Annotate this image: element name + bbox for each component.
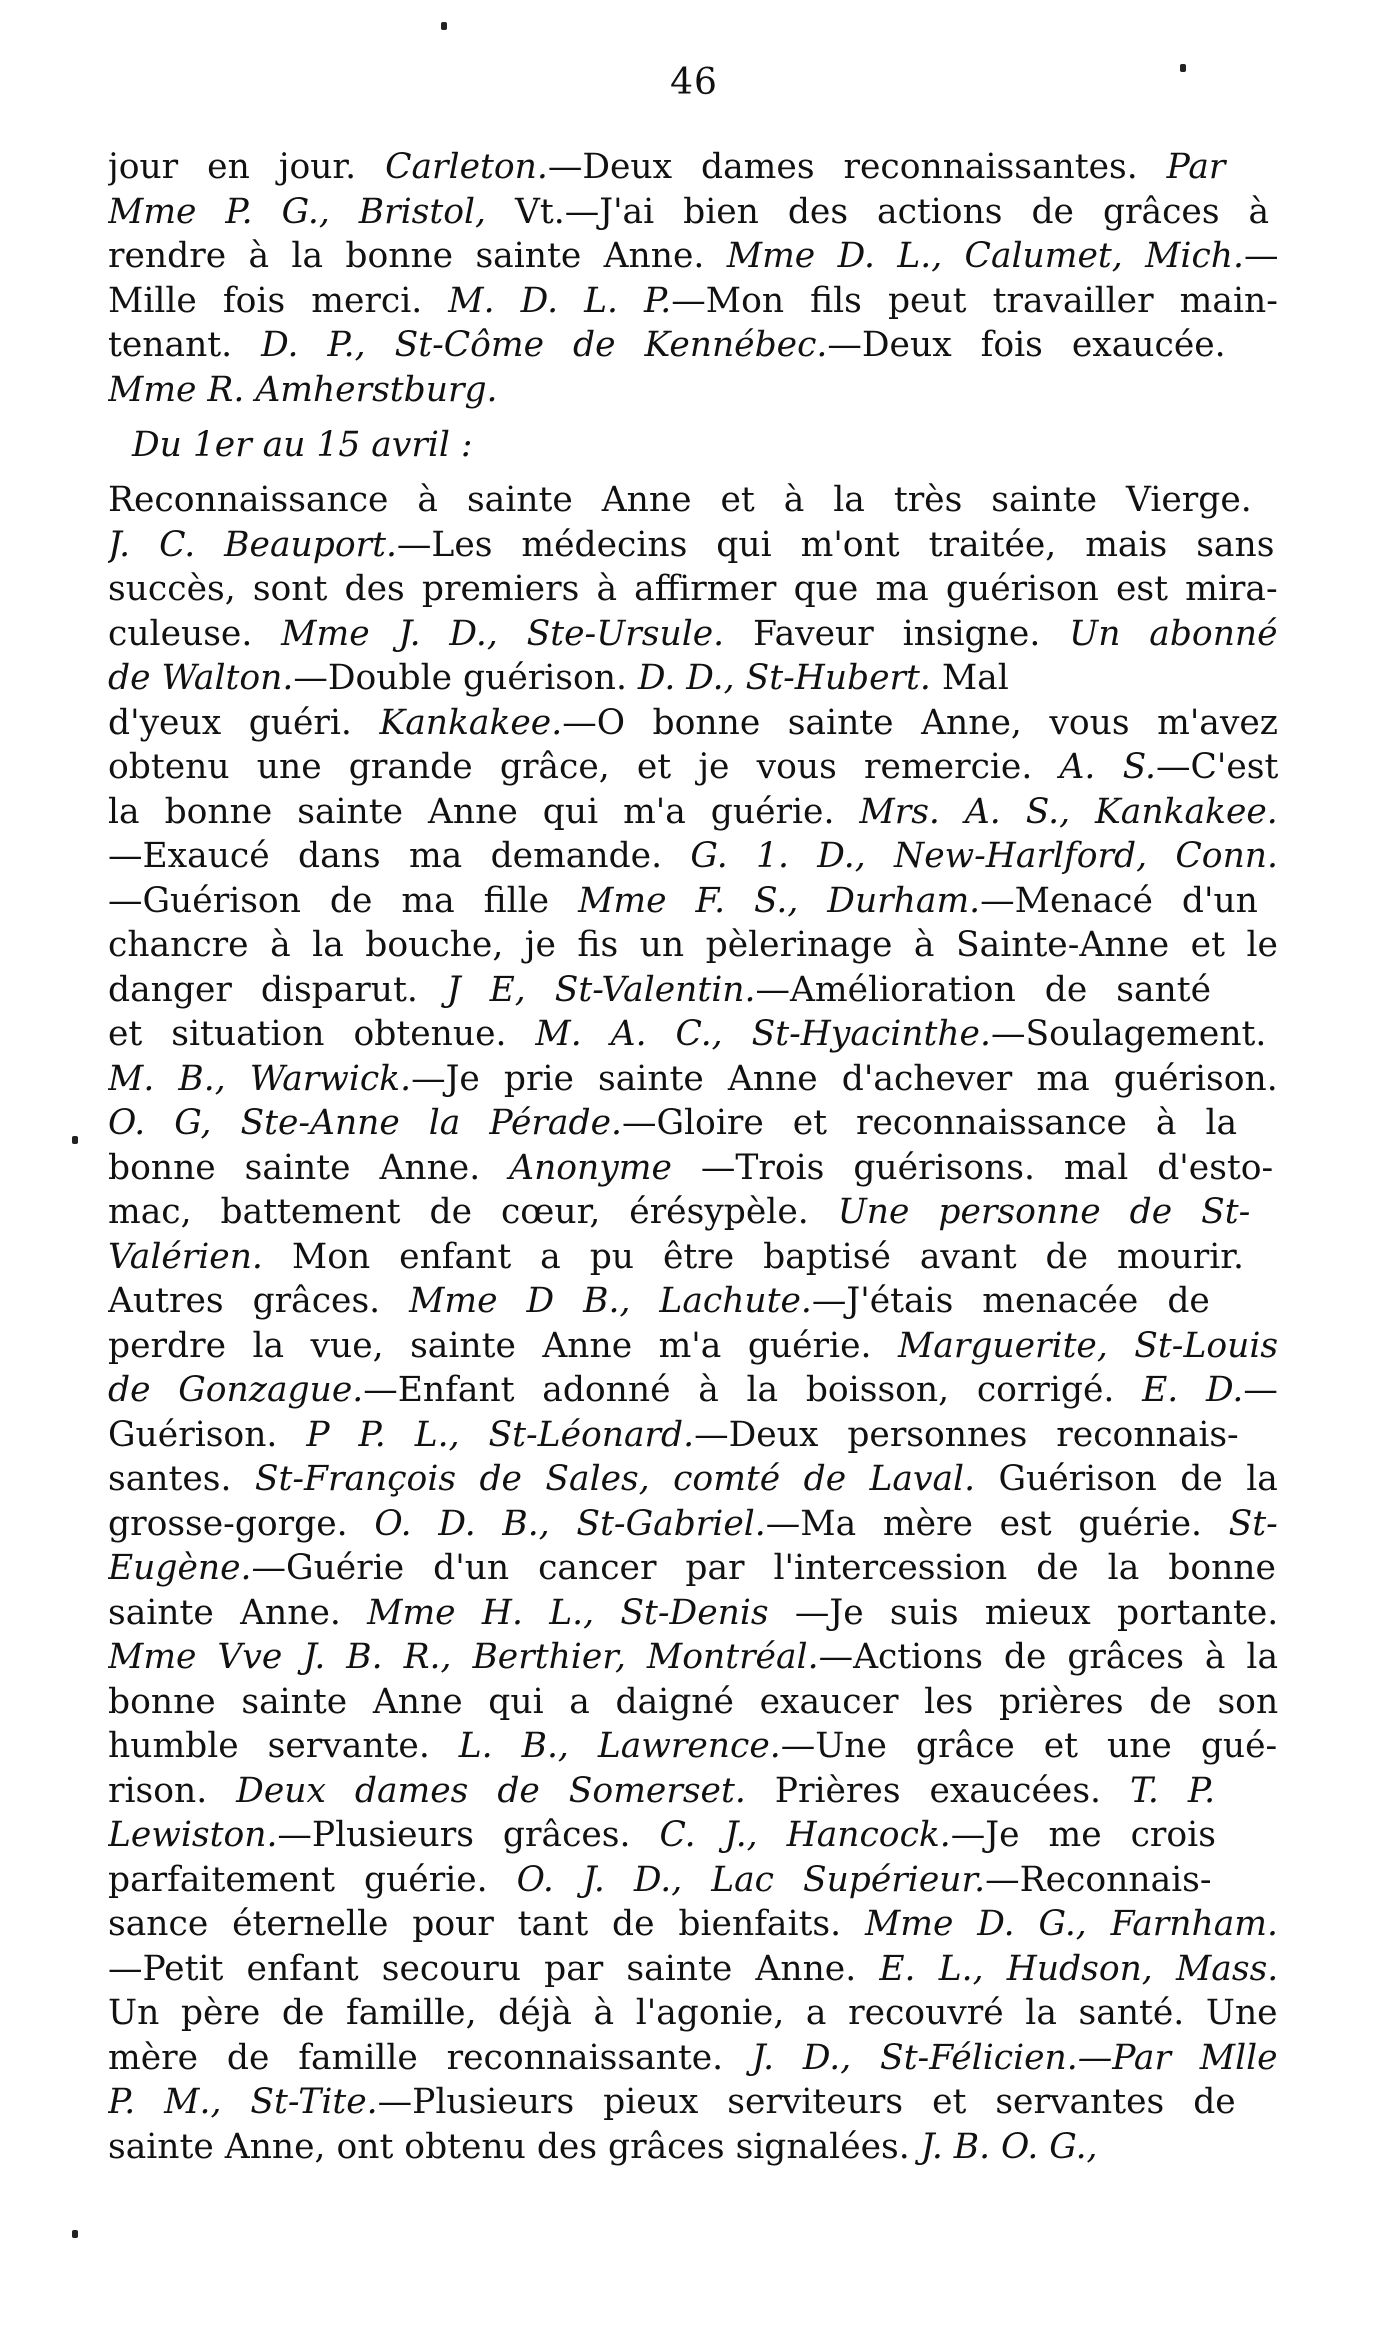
text-line — [108, 834, 1278, 879]
text-line — [108, 1858, 1278, 1903]
text-segment: —Gloire et reconnaissance à la — [621, 1103, 1238, 1143]
italic-name-segment: P. M., St-Tite. — [108, 2082, 378, 2122]
text-segment: —Une grâce et une gué- — [780, 1726, 1278, 1766]
text-segment: — — [1243, 1370, 1278, 1410]
text-line — [108, 234, 1278, 279]
text-line — [108, 1324, 1278, 1369]
italic-name-segment: J E, St-Valentin. — [446, 969, 756, 1010]
italic-name-segment: St-François de Sales, comté de Laval. — [254, 1459, 976, 1499]
text-line — [108, 1457, 1278, 1502]
text-segment: Faveur insigne. — [724, 613, 1070, 654]
text-line — [108, 1680, 1278, 1725]
text-segment: Reconnaissance à sainte Anne et à la très sainte Vierge. — [108, 480, 1252, 520]
text-line — [108, 1012, 1278, 1057]
text-line — [108, 1724, 1278, 1769]
text-line — [108, 1902, 1278, 1947]
italic-name-segment: Du 1er au 15 avril : — [132, 425, 473, 465]
text-line — [108, 1279, 1278, 1324]
text-line — [108, 1991, 1278, 2036]
text-line — [108, 1101, 1278, 1146]
italic-name-segment: C. J., Hancock. — [659, 1815, 951, 1855]
italic-name-segment: Mme J. D., Ste-Ursule. — [281, 613, 725, 654]
text-segment: —Menacé d'un — [980, 880, 1258, 921]
text-line — [108, 1546, 1278, 1591]
text-segment: mac, battement de cœur, érésypèle. — [108, 1192, 838, 1232]
text-line — [108, 279, 1278, 324]
text-line — [108, 612, 1278, 657]
text-line — [108, 1057, 1278, 1102]
italic-name-segment: D. D., St-Hubert. — [637, 658, 931, 698]
print-speck — [441, 22, 447, 30]
italic-name-segment: O. G, Ste-Anne la Pérade. — [108, 1103, 622, 1143]
italic-name-segment: M. A. C., St-Hyacinthe. — [535, 1014, 991, 1054]
italic-name-segment: Mme F. S., Durham. — [578, 880, 981, 921]
italic-name-segment: Deux dames de Somerset. — [236, 1770, 746, 1811]
text-line — [108, 2125, 1278, 2170]
text-segment: humble servante. — [108, 1726, 459, 1766]
text-segment: —Petit enfant secouru par sainte Anne. — [108, 1948, 880, 1989]
text-segment: rison. — [108, 1770, 237, 1811]
italic-name-segment: O. J. D., Lac Supérieur. — [516, 1859, 986, 1900]
text-segment: —C'est — [1155, 747, 1278, 787]
text-segment: culeuse. — [108, 613, 282, 654]
text-line — [108, 523, 1278, 568]
print-speck — [72, 2230, 78, 2238]
italic-name-segment: Mme H. L., St-Denis — [367, 1592, 769, 1633]
italic-name-segment: L. B., Lawrence. — [458, 1726, 781, 1766]
text-line — [108, 879, 1278, 924]
italic-name-segment: Carleton. — [385, 147, 548, 187]
italic-name-segment: Par — [1166, 147, 1226, 187]
text-segment: sainte Anne, ont obtenu des grâces signalées. — [108, 2126, 921, 2167]
text-line — [108, 1591, 1278, 1636]
section-heading — [108, 412, 1278, 478]
text-segment: tenant. — [108, 325, 262, 365]
text-segment: —Les médecins qui m'ont traitée, mais sans — [396, 524, 1275, 565]
text-segment: —Enfant adonné à la boisson, corrigé. — [363, 1370, 1143, 1410]
text-line — [108, 323, 1278, 368]
text-segment: obtenu une grande grâce, et je vous remercie. — [108, 747, 1060, 787]
text-line — [108, 745, 1278, 790]
text-segment: —Deux fois exaucée. — [827, 325, 1226, 365]
text-segment: sainte Anne. — [108, 1592, 368, 1633]
italic-name-segment: O. D. B., St-Gabriel. — [374, 1503, 766, 1544]
text-segment: —Plusieurs pieux serviteurs et servantes de — [377, 2082, 1236, 2122]
text-line — [108, 190, 1278, 235]
text-segment: —Amélioration de santé — [755, 969, 1212, 1010]
text-line — [108, 1813, 1278, 1858]
text-segment: d'yeux guéri. — [108, 702, 380, 743]
text-segment: —J'étais menacée de — [811, 1281, 1210, 1321]
italic-name-segment: St- — [1228, 1503, 1278, 1544]
italic-name-segment: Mme P. G., Bristol, — [108, 191, 515, 232]
text-line — [108, 1190, 1278, 1235]
italic-name-segment: J. C. Beauport. — [108, 524, 397, 565]
italic-name-segment: E. L., Hudson, Mass. — [879, 1948, 1278, 1989]
italic-name-segment: J. D., St-Félicien. — [751, 2037, 1078, 2078]
text-line — [108, 1368, 1278, 1413]
italic-name-segment: Eugène. — [108, 1548, 252, 1588]
italic-name-segment: —Par Mlle — [1077, 2037, 1278, 2078]
page-number: 46 — [670, 62, 718, 103]
text-line — [108, 1947, 1278, 1992]
text-segment: Autres grâces. — [108, 1281, 410, 1321]
text-segment: bonne sainte Anne qui a daigné exaucer les prières de son — [108, 1681, 1278, 1722]
text-line — [108, 968, 1278, 1013]
text-segment: —Double guérison. — [293, 658, 638, 698]
italic-name-segment: M. D. L. P. — [448, 280, 672, 321]
text-segment: et situation obtenue. — [108, 1014, 536, 1054]
text-line — [108, 1235, 1278, 1280]
text-segment: —Deux personnes reconnais- — [694, 1414, 1239, 1455]
text-segment: —Deux dames reconnaissantes. — [547, 147, 1167, 187]
text-line — [108, 2080, 1278, 2125]
italic-name-segment: A. S. — [1059, 747, 1156, 787]
text-line — [108, 567, 1278, 612]
text-segment: —Plusieurs grâces. — [277, 1815, 660, 1855]
text-segment: Mal — [930, 658, 1009, 698]
italic-name-segment: Mrs. A. S., Kankakee. — [859, 791, 1278, 832]
text-segment: —Actions de grâces à la — [818, 1637, 1278, 1677]
italic-name-segment: de Gonzague. — [108, 1370, 364, 1410]
italic-name-segment: Mme R. Amherstburg. — [108, 369, 498, 410]
text-segment: Mon enfant a pu être baptisé avant de mourir. — [262, 1236, 1244, 1277]
text-segment: jour en jour. — [108, 147, 386, 187]
text-line — [108, 656, 1278, 701]
italic-name-segment: Kankakee. — [379, 702, 563, 743]
text-segment: Mille fois merci. — [108, 280, 449, 321]
text-line — [108, 1769, 1278, 1814]
text-segment: Vt.—J'ai bien des actions de grâces à — [515, 191, 1270, 232]
text-segment: sance éternelle pour tant de bienfaits. — [108, 1904, 865, 1944]
text-segment: —O bonne sainte Anne, vous m'avez — [562, 702, 1278, 743]
italic-name-segment: Anonyme — [509, 1147, 672, 1188]
text-segment: Un père de famille, déjà à l'agonie, a recouvré la santé. Une — [108, 1993, 1278, 2033]
text-line — [108, 701, 1278, 746]
italic-name-segment: J. B. O. G., — [920, 2126, 1098, 2167]
text-segment: succès, sont des premiers à affirmer que ma guérison est mira- — [108, 569, 1278, 609]
text-segment: —Reconnais- — [985, 1859, 1212, 1900]
text-segment: perdre la vue, sainte Anne m'a guérie. — [108, 1325, 898, 1366]
text-segment: santes. — [108, 1459, 255, 1499]
italic-name-segment: P P. L., St-Léonard. — [306, 1414, 695, 1455]
italic-name-segment: Mme D B., Lachute. — [409, 1281, 812, 1321]
text-segment: parfaitement guérie. — [108, 1859, 517, 1900]
text-segment: grosse-gorge. — [108, 1503, 375, 1544]
italic-name-segment: Mme D. G., Farnham. — [864, 1904, 1278, 1944]
italic-name-segment: M. B., Warwick. — [108, 1058, 412, 1099]
text-line — [108, 1502, 1278, 1547]
text-segment: —Je prie sainte Anne d'achever ma guérison. — [411, 1058, 1278, 1099]
text-line — [108, 790, 1278, 835]
text-segment: —Mon fils peut travailler main- — [671, 280, 1278, 321]
italic-name-segment: Mme D. L., Calumet, Mich. — [726, 236, 1244, 276]
italic-name-segment: Marguerite, St-Louis — [897, 1325, 1278, 1366]
italic-name-segment: Un abonné — [1069, 613, 1278, 654]
italic-name-segment: D. P., St-Côme de Kennébec. — [261, 325, 828, 365]
text-line — [108, 2036, 1278, 2081]
italic-name-segment: Mme Vve J. B. R., Berthier, Montréal. — [108, 1637, 819, 1677]
text-segment: Prières exaucées. — [745, 1770, 1130, 1811]
text-segment: —Guérison de ma fille — [108, 880, 579, 921]
print-speck — [72, 1136, 78, 1144]
italic-name-segment: de Walton. — [108, 658, 294, 698]
text-line — [108, 478, 1278, 523]
italic-name-segment: T. P. — [1129, 1770, 1216, 1811]
text-segment: —Soulagement. — [990, 1014, 1267, 1054]
text-segment: —Guérie d'un cancer par l'intercession de la bonne — [251, 1548, 1276, 1588]
body-text — [108, 145, 1278, 2169]
text-line — [108, 368, 1278, 413]
text-segment: chancre à la bouche, je fis un pèlerinage à Sainte-Anne et le — [108, 925, 1278, 965]
text-segment: —Exaucé dans ma demande. — [108, 836, 691, 876]
text-line — [108, 145, 1278, 190]
text-segment: mère de famille reconnaissante. — [108, 2037, 752, 2078]
text-line — [108, 1413, 1278, 1458]
text-segment: rendre à la bonne sainte Anne. — [108, 236, 727, 276]
text-segment: Guérison. — [108, 1414, 307, 1455]
print-speck — [1180, 64, 1186, 72]
italic-name-segment: Une personne de St- — [837, 1192, 1251, 1232]
italic-name-segment: E. D. — [1142, 1370, 1244, 1410]
text-segment: Guérison de la — [975, 1459, 1278, 1499]
text-segment: —Je suis mieux portante. — [768, 1592, 1278, 1633]
text-segment: —Trois guérisons. mal d'esto- — [671, 1147, 1274, 1188]
text-segment: — — [1243, 236, 1278, 276]
italic-name-segment: G. 1. D., New-Harlford, Conn. — [690, 836, 1278, 876]
text-segment: —Ma mère est guérie. — [765, 1503, 1229, 1544]
text-line — [108, 923, 1278, 968]
text-segment: danger disparut. — [108, 969, 447, 1010]
text-segment: —Je me crois — [950, 1815, 1216, 1855]
text-line — [108, 1146, 1278, 1191]
italic-name-segment: Valérien. — [108, 1236, 263, 1277]
text-line — [108, 1635, 1278, 1680]
text-segment: la bonne sainte Anne qui m'a guérie. — [108, 791, 860, 832]
text-segment: bonne sainte Anne. — [108, 1147, 510, 1188]
italic-name-segment: Lewiston. — [108, 1815, 278, 1855]
